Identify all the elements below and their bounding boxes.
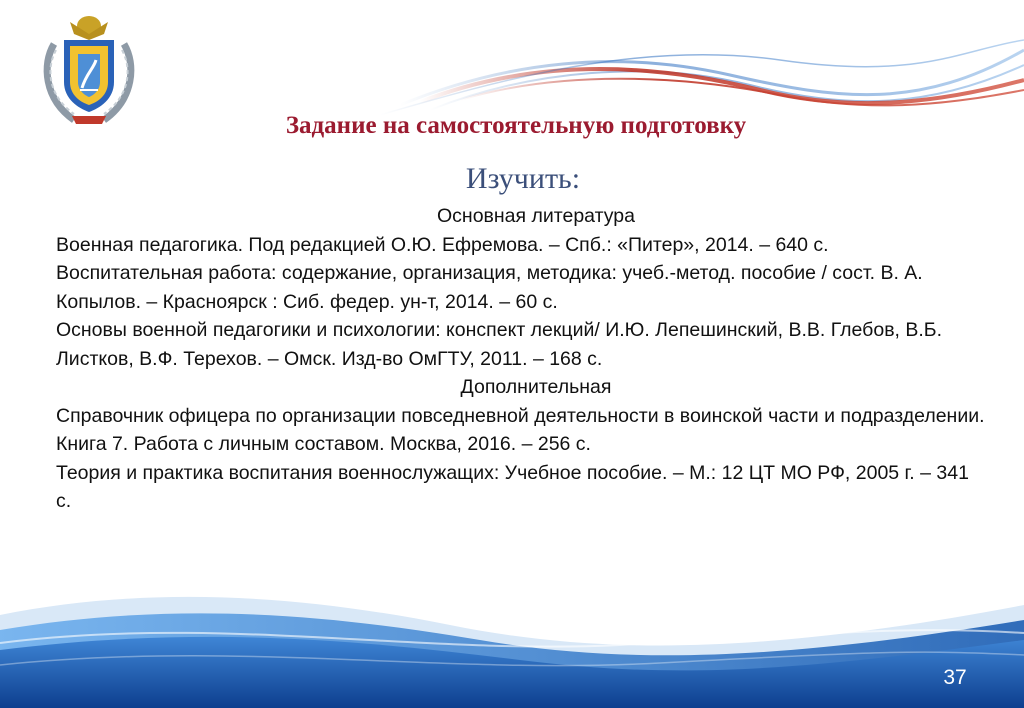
- main-reference-2: Воспитательная работа: содержание, организация, методика: учеб.-метод. пособие / сост. В. А. Копылов. – Красноярск : Сиб. федер. ун-т, 2014. – 60 с.: [56, 262, 923, 313]
- main-literature-heading: Основная литература: [437, 205, 635, 227]
- bottom-wave-decoration: [0, 585, 1024, 708]
- main-reference-1: Военная педагогика. Под редакцией О.Ю. Ефремова. – Спб.: «Питер», 2014. – 640 с.: [56, 233, 829, 256]
- slide-subtitle: Изучить:: [465, 162, 581, 195]
- main-reference-3: Основы военной педагогики и психологии: конспект лекций/ И.Ю. Лепешинский, В.В. Глебов, В.Б. Листков, В.Ф. Терехов. – Омск. Изд-во ОмГТУ, 2011. – 168 с.: [56, 319, 943, 370]
- extra-reference-1: Справочник офицера по организации повседневной деятельности в воинской части и подразделении. Книга 7. Работа с личным составом. Москва, 2016. – 256 с.: [56, 404, 985, 455]
- extra-reference-2: Теория и практика воспитания военнослужащих: Учебное пособие. – М.: 12 ЦТ МО РФ, 2005 г. – 341 с.: [56, 461, 969, 512]
- extra-literature-heading: Дополнительная: [460, 376, 612, 398]
- slide-title: Задание на самостоятельную подготовку: [285, 112, 747, 139]
- page-number: 37: [943, 666, 967, 689]
- top-wave-decoration: [360, 30, 1024, 120]
- military-emblem-icon: [34, 4, 144, 128]
- literature-list: [56, 202, 986, 516]
